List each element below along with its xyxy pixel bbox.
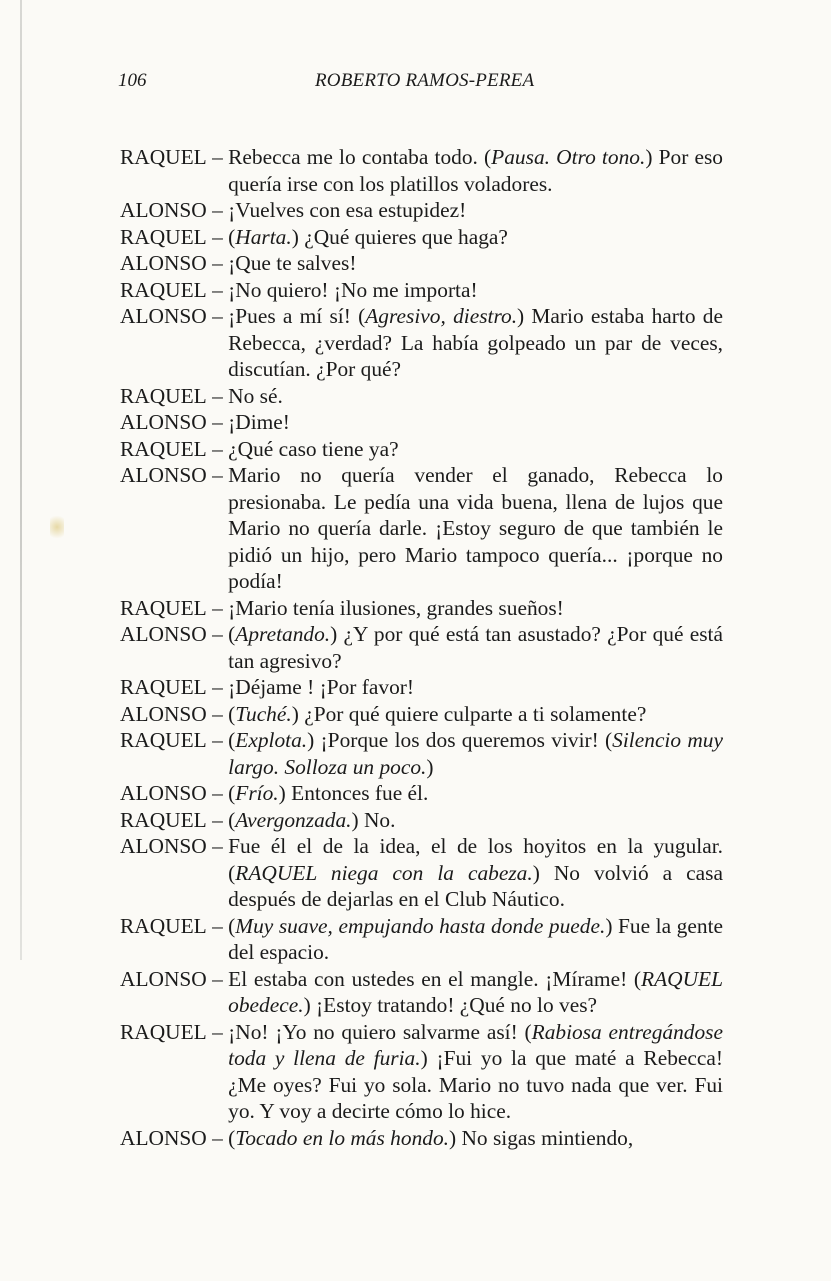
speech-segment: ( (228, 728, 236, 752)
speech-segment: ) (426, 754, 434, 779)
speaker-dash: – (206, 728, 229, 752)
speech-segment: ¡No! ¡Yo no quiero salvarme así! ( (228, 1019, 532, 1044)
stage-direction: Rabiosa entregándose toda y llena de furia. (228, 1019, 723, 1070)
stage-direction: Pausa. Otro tono. (491, 145, 646, 169)
speaker-dash: – (206, 277, 229, 302)
speech-segment: ( (228, 701, 236, 726)
speech-segment: ( (484, 145, 492, 169)
speaker-dash: – (206, 701, 229, 726)
stage-direction: Avergonzada. (235, 807, 352, 832)
speech-segment: ( (228, 913, 236, 938)
stage-direction: Silencio muy largo. Solloza un poco. (228, 728, 723, 779)
dialogue-line (120, 807, 723, 834)
speaker-dash: – (206, 251, 229, 275)
dialogue-line (120, 250, 723, 277)
speech-text (228, 224, 723, 251)
speech-segment: No sé. (228, 383, 283, 408)
dialogue-line (120, 383, 723, 410)
page-gutter-shadow (20, 0, 22, 960)
speech-text (228, 727, 723, 780)
paper-stain (50, 512, 64, 542)
speaker-name: RAQUEL (120, 436, 207, 461)
speaker-name: RAQUEL (120, 1019, 207, 1044)
speaker-name: RAQUEL (120, 277, 207, 302)
speaker-dash: – (206, 913, 229, 938)
dialogue-line (120, 1125, 723, 1152)
speaker-name: RAQUEL (120, 675, 207, 699)
speech-segment: ) ¿Por qué quiere culparte a ti solamente? (291, 701, 647, 726)
stage-direction: Tuché. (235, 701, 292, 726)
dialogue-line (120, 727, 723, 780)
speaker-dash: – (206, 383, 229, 408)
speech-segment: ) Fue la gente del espacio. (228, 913, 724, 964)
speaker-dash: – (206, 1125, 229, 1150)
speaker-name: RAQUEL (120, 383, 207, 408)
speaker-name: RAQUEL (120, 145, 207, 169)
speech-text (228, 462, 723, 595)
speech-text (228, 383, 723, 410)
dialogue-line (120, 409, 723, 436)
speaker-name: RAQUEL (120, 728, 207, 752)
speech-text (228, 1125, 723, 1152)
dialogue-line (120, 621, 723, 674)
speech-segment: ¡Pues a mí sí! ( (228, 304, 366, 328)
page-header (118, 70, 728, 100)
speech-segment: ) No volvió a casa después de dejarlas en el Club Náutico. (228, 860, 723, 911)
speech-text (228, 250, 723, 277)
stage-direction: Agresivo, diestro. (365, 304, 518, 328)
speech-text (228, 807, 723, 834)
dialogue-line (120, 674, 723, 701)
speech-text (228, 780, 723, 807)
dialogue-line (120, 780, 723, 807)
speech-segment: ) ¡Estoy tratando! ¿Qué no lo ves? (303, 993, 598, 1017)
speech-text (228, 913, 723, 966)
speech-segment: Fue él el de la idea, el de los hoyitos en la yugular. ( (228, 834, 723, 885)
speaker-dash: – (206, 198, 229, 222)
speech-text (228, 701, 723, 728)
speaker-name: ALONSO (120, 251, 207, 275)
speech-text (228, 595, 723, 622)
speech-text (228, 833, 723, 913)
speech-text (228, 144, 723, 197)
speaker-dash: – (206, 834, 229, 858)
speech-segment: ( (228, 622, 236, 646)
speech-segment: ) No. (351, 807, 396, 832)
speaker-dash: – (206, 622, 229, 646)
speech-segment: ) ¡Fui yo la que maté a Rebecca! ¿Me oyes? Fui yo sola. Mario no tuvo nada que ver. Fui yo. Y voy a decirte cómo lo hice. (228, 1046, 723, 1123)
speech-segment: Por eso quería irse con los platillos voladores. (228, 145, 723, 196)
speaker-dash: – (206, 807, 229, 832)
speech-segment: ¡Dime! (228, 410, 290, 434)
dialogue-line (120, 833, 723, 913)
speech-segment: ¡Déjame ! ¡Por favor! (228, 675, 415, 699)
stage-direction: Apretando. (235, 622, 331, 646)
speech-text (228, 1019, 723, 1125)
speaker-dash: – (206, 304, 229, 328)
speaker-dash: – (206, 595, 229, 620)
speaker-name: ALONSO (120, 781, 207, 805)
speech-segment: ¡No quiero! ¡No me importa! (228, 277, 478, 302)
dialogue-line (120, 224, 723, 251)
speaker-name: ALONSO (120, 834, 207, 858)
dialogue-line (120, 462, 723, 595)
stage-direction: Tocado en lo más hondo. (235, 1125, 449, 1150)
speech-text (228, 436, 723, 463)
speaker-dash: – (206, 410, 229, 434)
speaker-dash: – (206, 145, 229, 169)
dialogue-line (120, 1019, 723, 1125)
speech-segment: ) (645, 145, 653, 169)
speaker-name: RAQUEL (120, 224, 207, 249)
speech-segment: ( (228, 1125, 236, 1150)
stage-direction: RAQUEL obedece. (228, 966, 723, 1017)
dialogue-line (120, 144, 723, 197)
speech-segment: ) ¡Porque los dos queremos vivir! ( (307, 728, 613, 752)
dialogue-line (120, 436, 723, 463)
dialogue-body (120, 144, 723, 1151)
speech-text (228, 409, 723, 436)
speaker-name: RAQUEL (120, 807, 207, 832)
speech-text (228, 303, 723, 383)
speech-text (228, 277, 723, 304)
dialogue-line (120, 701, 723, 728)
dialogue-line (120, 595, 723, 622)
speaker-dash: – (206, 436, 229, 461)
speech-segment: ) Mario estaba harto de Rebecca, ¿verdad? La había golpeado un par de veces, discutían. ¿Por qué? (228, 304, 723, 381)
stage-direction: Harta. (235, 224, 292, 249)
speaker-dash: – (206, 224, 229, 249)
speaker-name: ALONSO (120, 304, 207, 328)
dialogue-line (120, 303, 723, 383)
dialogue-line (120, 197, 723, 224)
speech-segment: ( (228, 224, 236, 249)
speaker-dash: – (206, 966, 229, 991)
speech-segment: Mario no quería vender el ganado, Rebecca lo presionaba. Le pedía una vida buena, llena de lujos que Mario no quería darle. ¡Estoy seguro de que también le pidió un hijo, pero Mario tampoco quería... ¡porque no podía! (228, 463, 723, 593)
stage-direction: Explota. (235, 728, 308, 752)
speech-segment: ¡Que te salves! (228, 251, 357, 275)
speaker-name: RAQUEL (120, 913, 207, 938)
speech-segment: El estaba con ustedes en el mangle. ¡Mírame! ( (228, 966, 641, 991)
stage-direction: RAQUEL niega con la cabeza. (235, 860, 533, 885)
dialogue-line (120, 277, 723, 304)
speech-segment: ¡Mario tenía ilusiones, grandes sueños! (228, 595, 564, 620)
speech-segment: ( (228, 807, 236, 832)
speaker-dash: – (206, 463, 229, 487)
speaker-name: ALONSO (120, 1125, 207, 1150)
speech-segment: ) No sigas mintiendo, (449, 1125, 634, 1150)
dialogue-line (120, 966, 723, 1019)
page-number: 106 (118, 70, 147, 91)
speech-text (228, 966, 723, 1019)
speaker-name: ALONSO (120, 463, 207, 487)
speech-segment: ( (228, 781, 236, 805)
speech-text (228, 197, 723, 224)
speaker-name: ALONSO (120, 701, 207, 726)
speaker-dash: – (206, 675, 229, 699)
speech-text (228, 621, 723, 674)
speaker-name: ALONSO (120, 966, 207, 991)
running-title: ROBERTO RAMOS-PEREA (315, 70, 535, 91)
speaker-name: ALONSO (120, 410, 207, 434)
speech-segment: Rebecca me lo contaba todo. (228, 145, 485, 169)
speaker-name: RAQUEL (120, 595, 207, 620)
speech-text (228, 674, 723, 701)
speech-segment: ¿Qué caso tiene ya? (228, 436, 399, 461)
speaker-name: ALONSO (120, 622, 207, 646)
dialogue-line (120, 913, 723, 966)
speaker-name: ALONSO (120, 198, 207, 222)
stage-direction: Muy suave, empujando hasta donde puede. (235, 913, 606, 938)
speech-segment: ) Entonces fue él. (278, 781, 429, 805)
stage-direction: Frío. (235, 781, 279, 805)
speech-segment: ) ¿Qué quieres que haga? (291, 224, 508, 249)
speaker-dash: – (206, 781, 229, 805)
speech-segment: ) ¿Y por qué está tan asustado? ¿Por qué está tan agresivo? (228, 622, 723, 673)
speaker-dash: – (206, 1019, 229, 1044)
speech-segment: ¡Vuelves con esa estupidez! (228, 198, 467, 222)
